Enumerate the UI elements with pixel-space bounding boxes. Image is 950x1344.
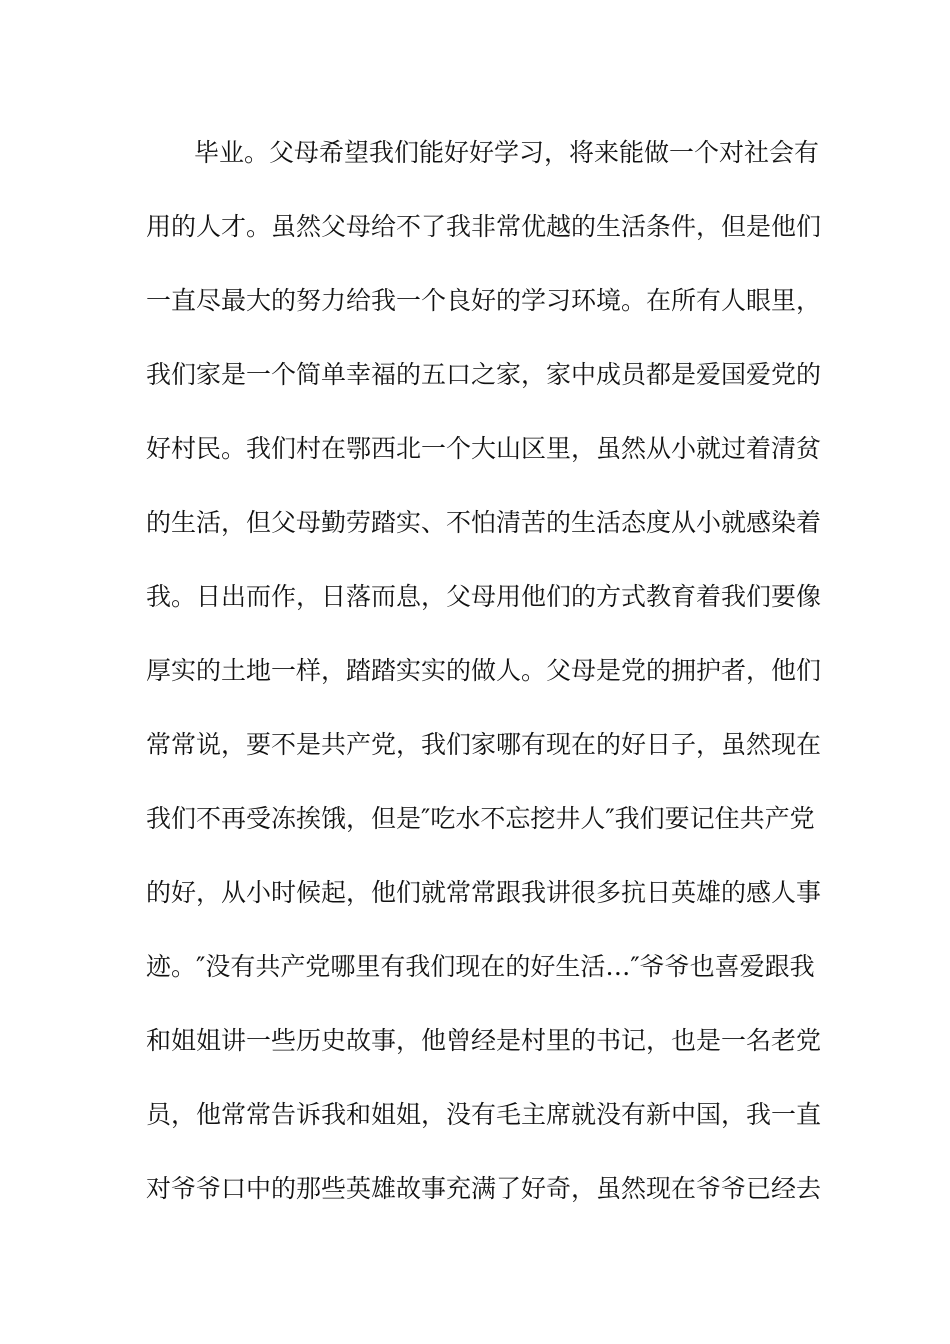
text-line: 我们家是一个简单幸福的五口之家，家中成员都是爱国爱党的 [146, 360, 822, 389]
body-text [146, 128, 822, 1238]
text-line: 常常说，要不是共产党，我们家哪有现在的好日子，虽然现在 [146, 730, 822, 759]
text-line: 迹。″没有共产党哪里有我们现在的好生活…″爷爷也喜爱跟我 [146, 952, 815, 981]
text-line: 用的人才。虽然父母给不了我非常优越的生活条件，但是他们 [146, 212, 822, 241]
text-line: 好村民。我们村在鄂西北一个大山区里，虽然从小就过着清贫 [146, 434, 822, 463]
text-line: 一直尽最大的努力给我一个良好的学习环境。在所有人眼里， [146, 286, 822, 315]
text-line: 毕业。父母希望我们能好好学习，将来能做一个对社会有 [194, 138, 820, 167]
text-line: 我们不再受冻挨饿，但是″吃水不忘挖井人″我们要记住共产党 [146, 804, 815, 833]
text-line: 我。日出而作，日落而息，父母用他们的方式教育着我们要像 [146, 582, 822, 611]
text-line: 的好，从小时候起，他们就常常跟我讲很多抗日英雄的感人事 [146, 878, 822, 907]
text-line: 员，他常常告诉我和姐姐，没有毛主席就没有新中国，我一直 [146, 1100, 822, 1129]
text-line: 厚实的土地一样，踏踏实实的做人。父母是党的拥护者，他们 [146, 656, 822, 685]
text-line: 对爷爷口中的那些英雄故事充满了好奇，虽然现在爷爷已经去 [146, 1174, 822, 1203]
text-line: 的生活，但父母勤劳踏实、不怕清苦的生活态度从小就感染着 [146, 508, 822, 537]
text-line: 和姐姐讲一些历史故事，他曾经是村里的书记，也是一名老党 [146, 1026, 822, 1055]
